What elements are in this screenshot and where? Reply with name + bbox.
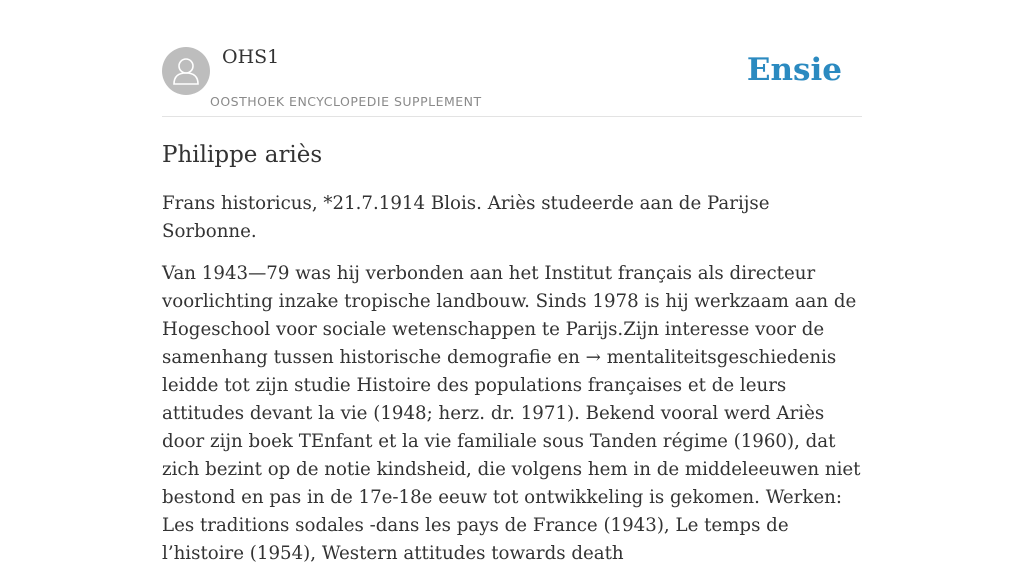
user-icon (162, 47, 210, 95)
article (162, 138, 862, 582)
page-header (162, 0, 862, 117)
source-label[interactable]: OOSTHOEK ENCYCLOPEDIE SUPPLEMENT (210, 94, 482, 109)
brand-logo[interactable]: Ensie (746, 52, 842, 88)
article-paragraph: Frans historicus, *21.7.1914 Blois. Ariès studeerde aan de Parijse Sorbonne. (162, 193, 770, 242)
avatar[interactable] (162, 47, 210, 95)
author-name[interactable]: OHS1 (222, 46, 280, 68)
article-paragraph: Van 1943—79 was hij verbonden aan het Institut français als directeur voorlichting inzake tropische landbouw. Sinds 1978 is hij werkzaam aan de Hogeschool voor sociale wetenschappen te Parijs.Zijn interesse voor de samenhang tussen historische demografie en → mentaliteitsgeschiedenis leidde tot zijn studie Histoire des populations françaises et de leurs attitudes devant la vie (1948; herz. dr. 1971). Bekend vooral werd Ariès door zijn boek TEnfant et la vie familiale sous Tanden régime (1960), dat zich bezint op de notie kindsheid, die volgens hem in de middeleeuwen niet bestond en pas in de 17e-18e eeuw tot ontwikkeling is gekomen. Werken: Les traditions sodales -dans les pays de France (1943), Le temps de l’histoire (1954), Western attitudes towards death (162, 263, 861, 564)
article-title: Philippe ariès (162, 142, 323, 168)
